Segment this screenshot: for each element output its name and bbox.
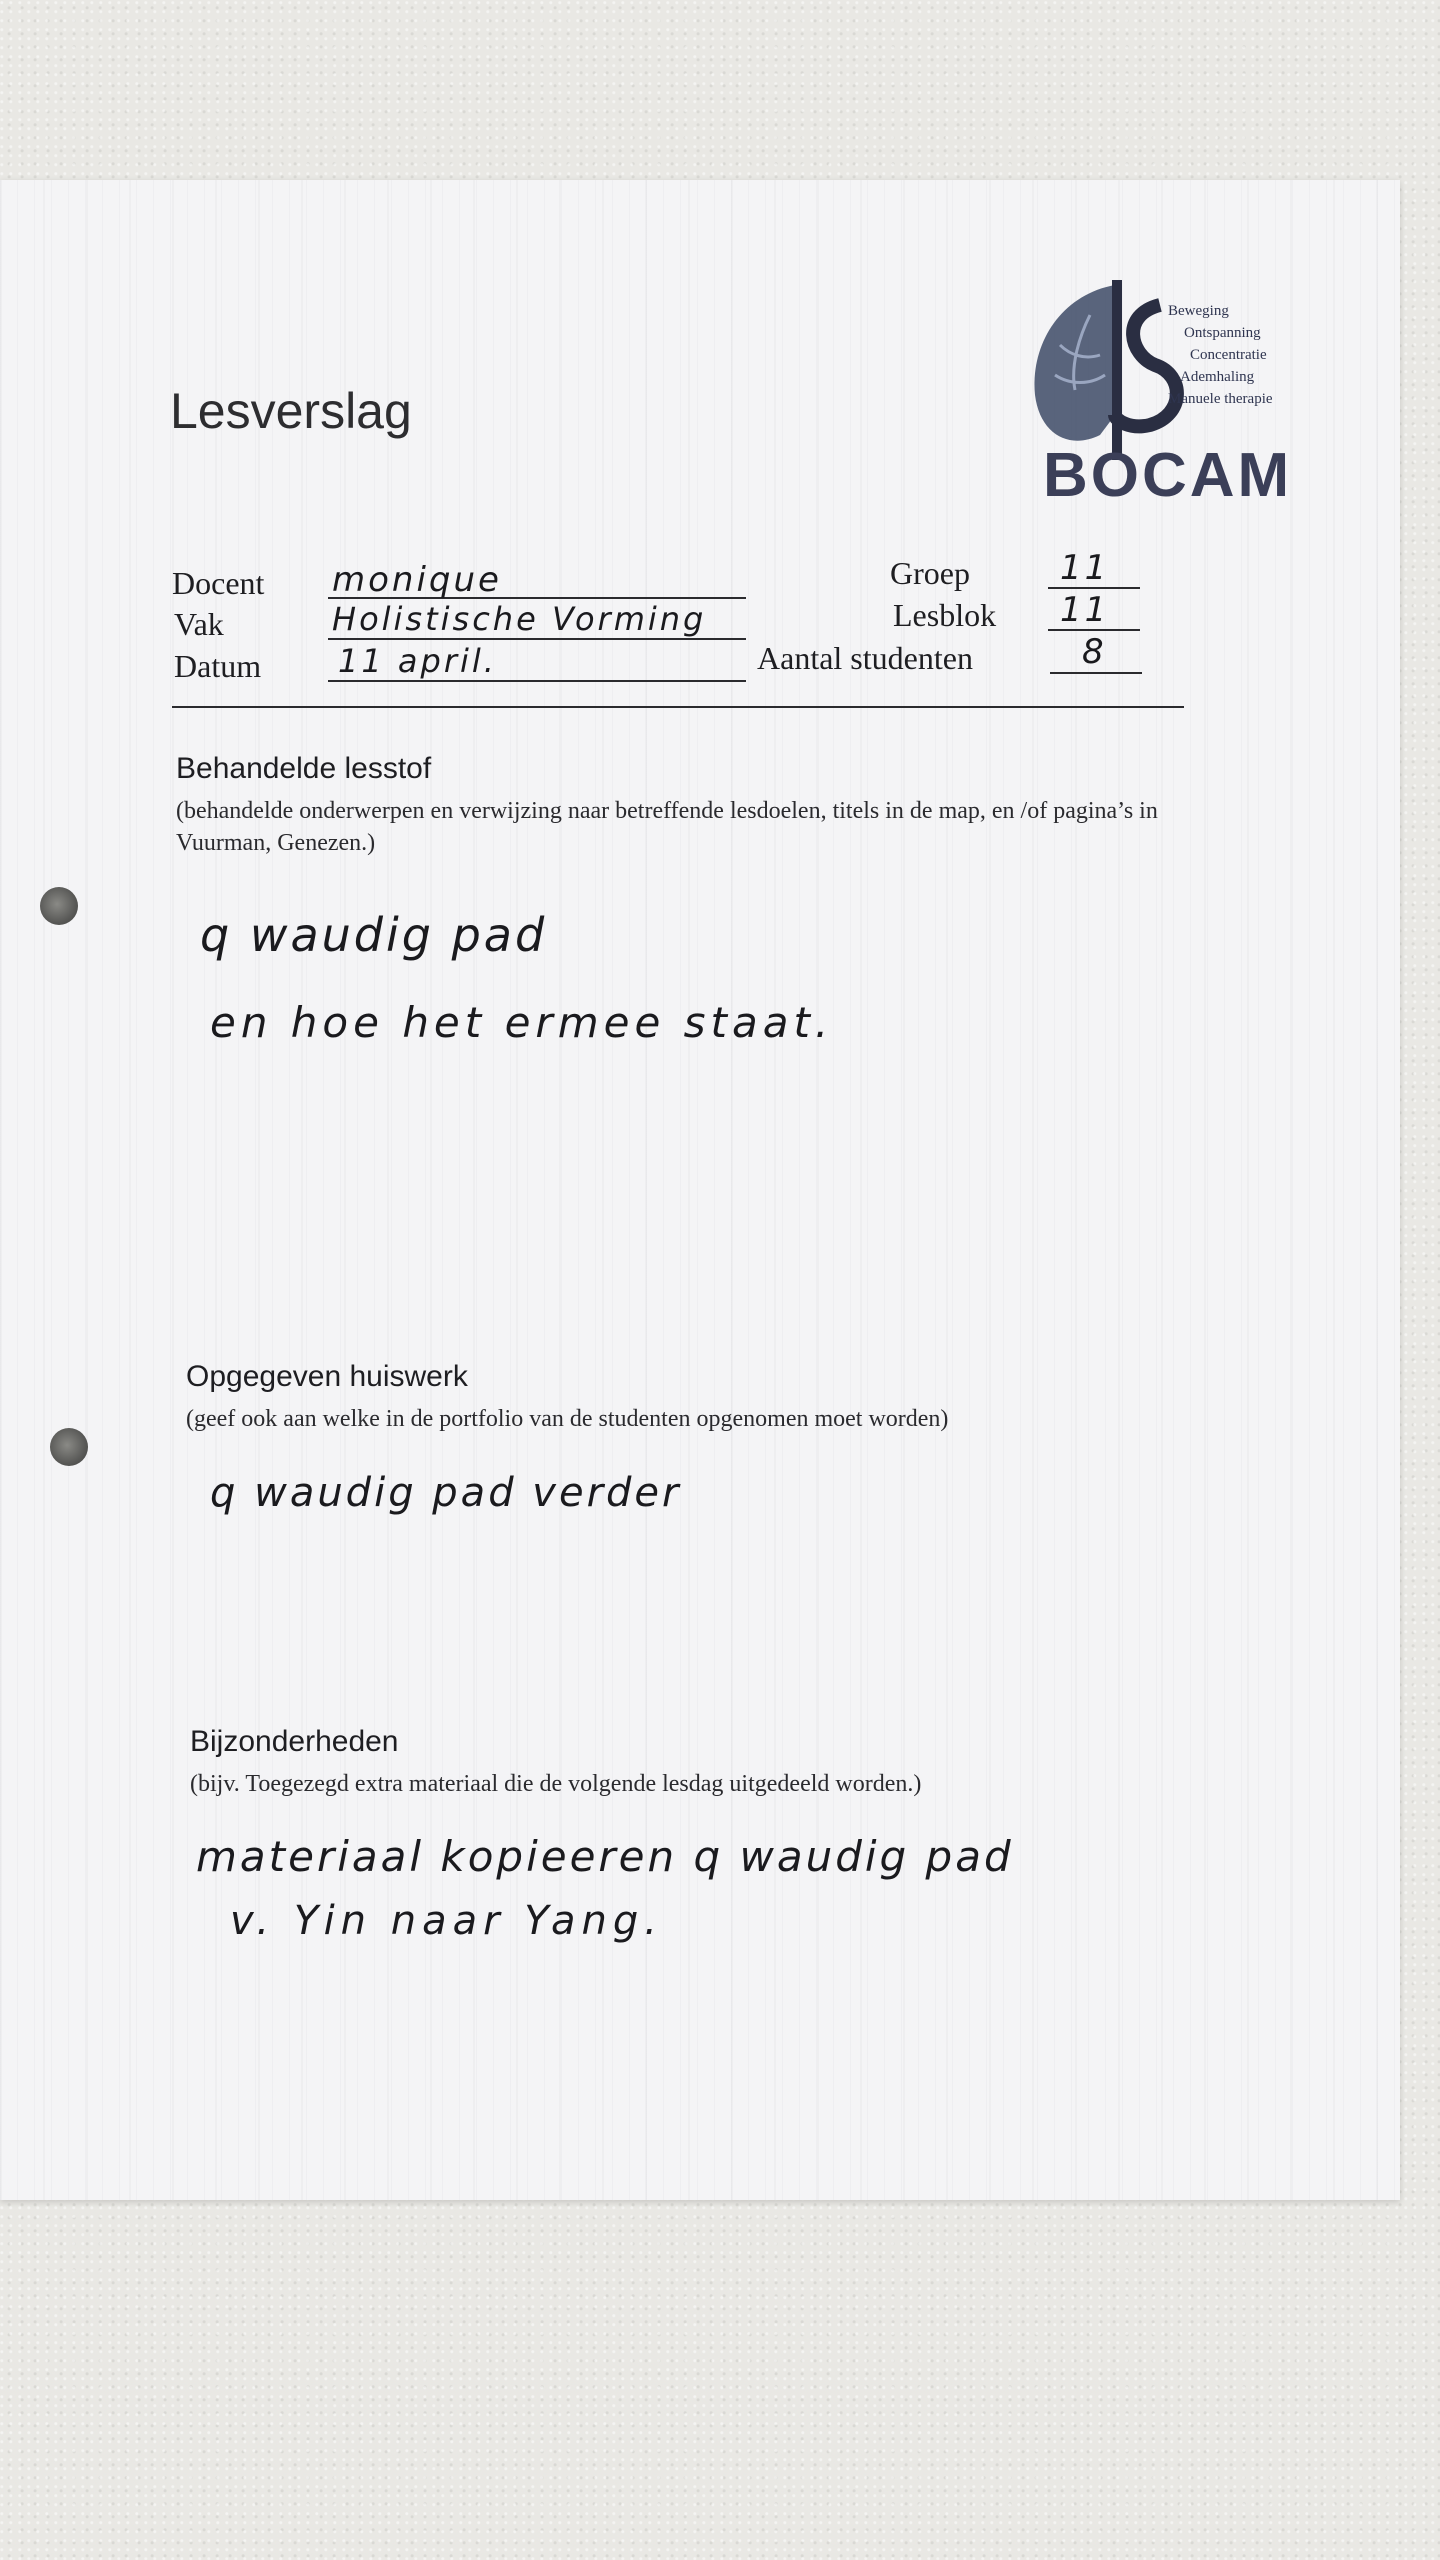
lesstof-handwriting-1: q waudig pad	[200, 908, 548, 962]
huiswerk-note: (geef ook aan welke in de portfolio van de studenten opgenomen moet worden)	[186, 1406, 949, 1432]
vak-line	[328, 638, 746, 640]
huiswerk-heading: Opgegeven huiswerk	[186, 1360, 468, 1393]
aantal-studenten-label: Aantal studenten	[757, 640, 973, 676]
bijzonderheden-handwriting-2: v. Yin naar Yang.	[230, 1898, 664, 1944]
lesstof-note: (behandelde onderwerpen en verwijzing naar betreffende lesdoelen, titels in de map, en /of pagina’s in Vuurman, Genezen.)	[176, 798, 1158, 856]
logo-word-4: Ademhaling	[1180, 369, 1255, 385]
logo-word-3: Concentratie	[1190, 347, 1267, 363]
bijzonderheden-handwriting-1: materiaal kopieeren q waudig pad	[196, 1832, 1014, 1881]
logo-tagline	[1168, 300, 1273, 410]
aantal-studenten-value: 8	[1082, 632, 1107, 672]
datum-line	[328, 680, 746, 682]
vak-value: Holistische Vorming	[332, 600, 707, 638]
groep-value: 11	[1060, 548, 1110, 588]
logo-name: BOCAM	[1043, 441, 1293, 510]
datum-label: Datum	[174, 648, 262, 684]
punch-hole-bottom	[50, 1428, 88, 1466]
lesblok-label: Lesblok	[893, 597, 997, 633]
lesstof-handwriting-2: en hoe het ermee staat.	[210, 998, 834, 1047]
docent-value: monique	[332, 560, 502, 600]
punch-hole-top	[40, 887, 78, 925]
page-title: Lesverslag	[170, 383, 412, 439]
bijzonderheden-heading: Bijzonderheden	[190, 1725, 399, 1758]
lesblok-value: 11	[1060, 590, 1110, 630]
logo-word-2: Ontspanning	[1184, 325, 1261, 341]
bijzonderheden-note: (bijv. Toegezegd extra materiaal die de volgende lesdag uitgedeeld worden.)	[190, 1771, 922, 1797]
logo-word-5: Manuele therapie	[1168, 391, 1273, 407]
aantal-studenten-line	[1050, 672, 1142, 674]
datum-value: 11 april.	[338, 642, 497, 680]
logo-word-1: Beweging	[1168, 303, 1229, 319]
vak-label: Vak	[174, 606, 224, 642]
groep-label: Groep	[890, 555, 970, 591]
lesstof-heading: Behandelde lesstof	[176, 752, 432, 785]
huiswerk-handwriting-1: q waudig pad verder	[210, 1470, 682, 1516]
header-divider	[172, 706, 1184, 708]
docent-label: Docent	[172, 565, 265, 601]
